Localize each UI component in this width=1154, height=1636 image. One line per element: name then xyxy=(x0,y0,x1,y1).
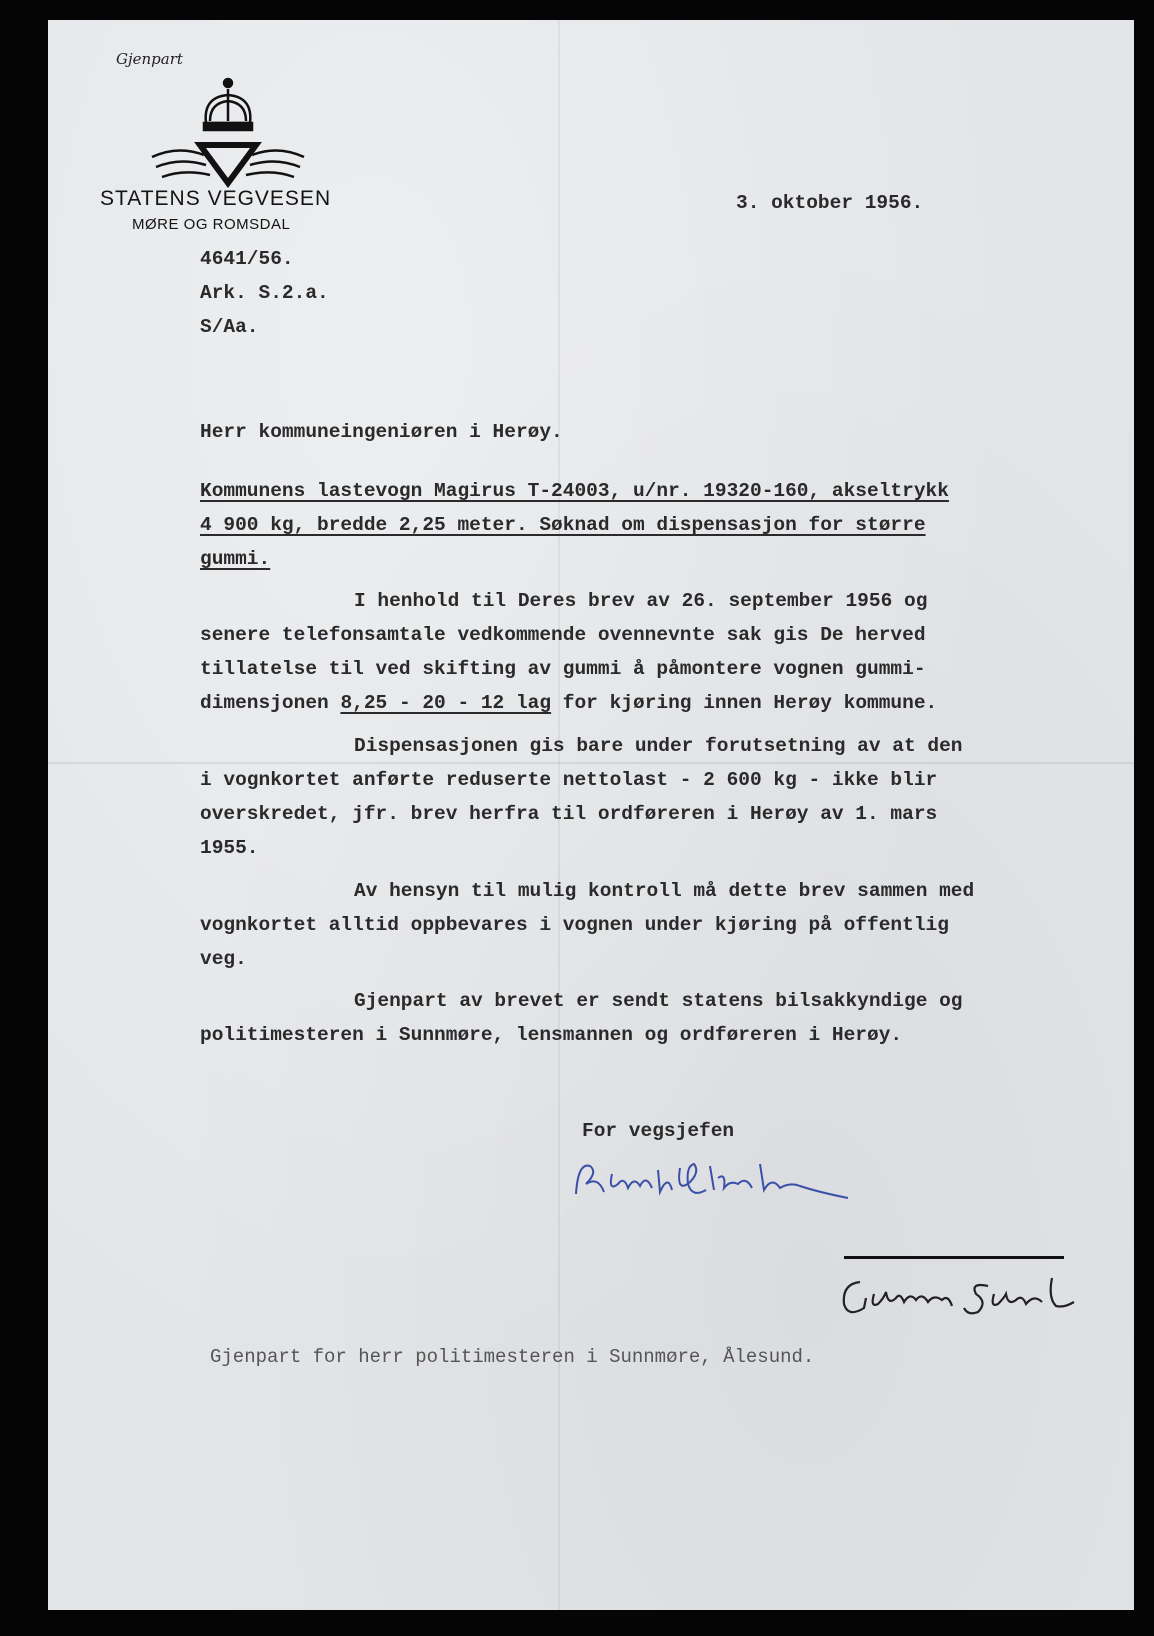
subject-line: Kommunens lastevogn Magirus T-24003, u/nr. 19320-160, akseltrykk xyxy=(200,480,949,502)
closing: For vegsjefen xyxy=(582,1120,735,1142)
body-line: senere telefonsamtale vedkommende ovennevnte sak gis De herved xyxy=(200,624,926,646)
body-line: Av hensyn til mulig kontroll må dette brev sammen med xyxy=(354,880,975,902)
archive-code: Ark. S.2.a. xyxy=(200,282,329,304)
body-line: I henhold til Deres brev av 26. september 1956 og xyxy=(354,590,928,612)
recipient: Herr kommuneingeniøren i Herøy. xyxy=(200,421,563,443)
body-line xyxy=(200,692,937,714)
copy-note: Gjenpart for herr politimesteren i Sunnmøre, Ålesund. xyxy=(210,1346,815,1368)
copy-label: Gjenpart xyxy=(116,50,183,68)
signature-blue xyxy=(568,1154,858,1214)
org-name: STATENS VEGVESEN xyxy=(100,187,332,210)
body-line: tillatelse til ved skifting av gummi å påmontere vognen gummi- xyxy=(200,658,926,680)
body-line: politimesteren i Sunnmøre, lensmannen og ordføreren i Herøy. xyxy=(200,1024,903,1046)
body-line: veg. xyxy=(200,948,247,970)
body-text: for kjøring innen Herøy kommune. xyxy=(562,692,938,714)
subject-line: gummi. xyxy=(200,548,271,570)
signature-rule xyxy=(844,1256,1064,1259)
body-line: 1955. xyxy=(200,837,259,859)
body-text: dimensjonen xyxy=(200,692,329,714)
body-line: vognkortet alltid oppbevares i vognen under kjøring på offentlig xyxy=(200,914,949,936)
letter-paper xyxy=(48,20,1134,1610)
body-line: Gjenpart av brevet er sendt statens bilsakkyndige og xyxy=(354,990,963,1012)
signature-gunnar-sund xyxy=(838,1268,1088,1328)
initials: S/Aa. xyxy=(200,316,259,338)
body-line: i vognkortet anførte reduserte nettolast - 2 600 kg - ikke blir xyxy=(200,769,938,791)
body-line: Dispensasjonen gis bare under forutsetning av at den xyxy=(354,735,963,757)
tire-dimension: 8,25 - 20 - 12 lag xyxy=(340,692,552,714)
letter-date: 3. oktober 1956. xyxy=(736,192,924,214)
reference-number: 4641/56. xyxy=(200,248,294,270)
fold-line-horizontal xyxy=(48,762,1134,764)
org-region: MØRE OG ROMSDAL xyxy=(132,216,291,233)
subject-line: 4 900 kg, bredde 2,25 meter. Søknad om dispensasjon for større xyxy=(200,514,926,536)
body-line: overskredet, jfr. brev herfra til ordføreren i Herøy av 1. mars xyxy=(200,803,938,825)
crown-wheel-emblem-icon xyxy=(148,75,308,195)
